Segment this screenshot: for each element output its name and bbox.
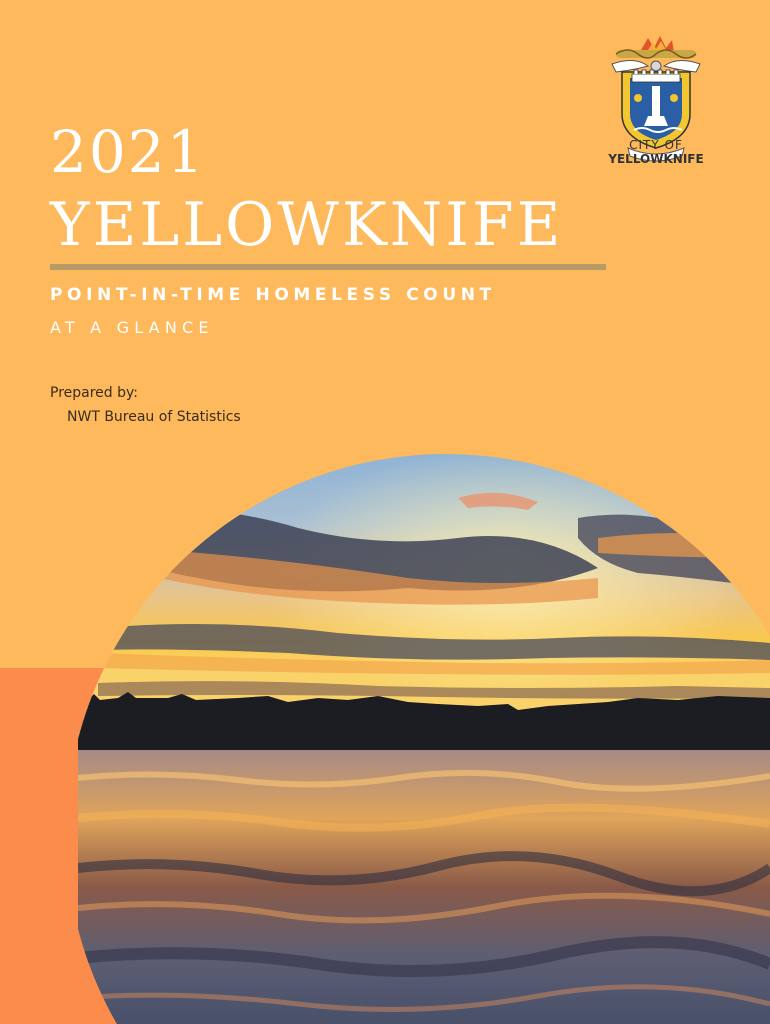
prepared-by-label: Prepared by: <box>50 385 138 401</box>
logo-line-2: YELLOWKNIFE <box>608 152 704 166</box>
logo-line-1: CITY OF <box>629 138 683 152</box>
report-city: YELLOWKNIFE <box>50 190 564 260</box>
report-tagline: AT A GLANCE <box>50 318 214 337</box>
title-divider <box>50 264 606 270</box>
report-subtitle: POINT-IN-TIME HOMELESS COUNT <box>50 285 496 305</box>
prepared-by-value: NWT Bureau of Statistics <box>67 409 241 425</box>
report-year: 2021 <box>50 118 206 186</box>
sunset-over-lake-image <box>78 398 770 1024</box>
